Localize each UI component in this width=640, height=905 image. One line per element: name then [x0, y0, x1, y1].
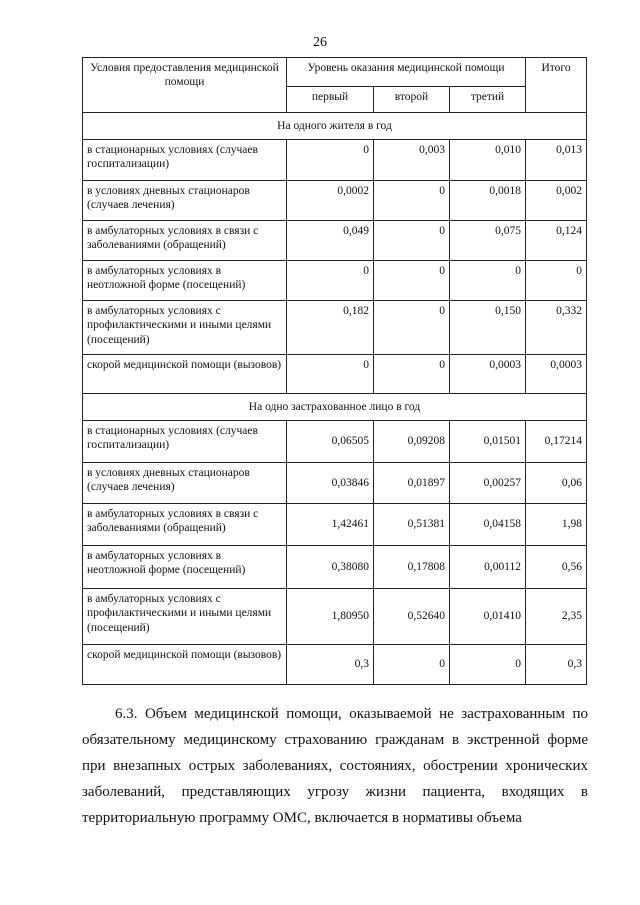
value-first: 0,38080 — [287, 546, 374, 589]
value-third: 0,00257 — [450, 463, 526, 504]
value-total: 0,06 — [526, 463, 587, 504]
row-label: в стационарных условиях (случаев госпитализации) — [83, 140, 287, 181]
table-row — [83, 301, 587, 355]
paragraph-6-3: 6.3. Объем медицинской помощи, оказываемой не застрахованным по обязательному медицинскому страхованию гражданам в экстренной форме при внезапных острых заболеваниях, состояниях, обострении хронических заболеваний, представляющих угрозу жизни пациента, входящих в территориальную программу ОМС, включается в нормативы объема — [82, 706, 588, 826]
value-total: 0,332 — [526, 301, 587, 355]
value-second: 0 — [374, 301, 450, 355]
table-row — [83, 140, 587, 181]
value-second: 0,17808 — [374, 546, 450, 589]
value-second: 0 — [374, 645, 450, 685]
row-label: в амбулаторных условиях с профилактическими и иными целями (посещений) — [83, 301, 287, 355]
value-total: 0,013 — [526, 140, 587, 181]
header-level-second: второй — [374, 87, 450, 113]
page-number: 26 — [313, 35, 327, 50]
value-total: 0,3 — [526, 645, 587, 685]
value-first: 0,06505 — [287, 421, 374, 463]
row-label: скорой медицинской помощи (вызовов) — [83, 645, 287, 685]
section-row — [83, 113, 587, 140]
value-total: 0 — [526, 261, 587, 301]
section-title: На одно застрахованное лицо в год — [83, 394, 587, 421]
value-third: 0 — [450, 645, 526, 685]
header-conditions: Условия предоставления медицинской помощи — [83, 58, 287, 113]
value-third: 0 — [450, 261, 526, 301]
table-row — [83, 181, 587, 221]
value-first: 0,049 — [287, 221, 374, 261]
value-total: 0,002 — [526, 181, 587, 221]
medical-care-volume-table — [82, 57, 587, 685]
value-second: 0,52640 — [374, 589, 450, 645]
row-label: в условиях дневных стационаров (случаев лечения) — [83, 181, 287, 221]
value-first: 0 — [287, 140, 374, 181]
value-third: 0,01410 — [450, 589, 526, 645]
value-third: 0,01501 — [450, 421, 526, 463]
value-total: 0,17214 — [526, 421, 587, 463]
table-row — [83, 421, 587, 463]
value-second: 0,01897 — [374, 463, 450, 504]
table-row — [83, 504, 587, 546]
value-third: 0,150 — [450, 301, 526, 355]
value-total: 0,124 — [526, 221, 587, 261]
row-label: в амбулаторных условиях в неотложной форме (посещений) — [83, 261, 287, 301]
table-row — [83, 463, 587, 504]
value-first: 1,42461 — [287, 504, 374, 546]
row-label: в амбулаторных условиях в связи с заболеваниями (обращений) — [83, 504, 287, 546]
table-row — [83, 546, 587, 589]
table-row — [83, 355, 587, 394]
value-third: 0,0018 — [450, 181, 526, 221]
value-second: 0,003 — [374, 140, 450, 181]
value-second: 0,09208 — [374, 421, 450, 463]
value-total: 0,0003 — [526, 355, 587, 394]
header-total: Итого — [526, 58, 587, 113]
value-total: 2,35 — [526, 589, 587, 645]
header-level: Уровень оказания медицинской помощи — [287, 58, 526, 87]
row-label: в условиях дневных стационаров (случаев лечения) — [83, 463, 287, 504]
value-first: 1,80950 — [287, 589, 374, 645]
value-first: 0 — [287, 261, 374, 301]
value-second: 0 — [374, 181, 450, 221]
value-third: 0,010 — [450, 140, 526, 181]
table-row — [83, 645, 587, 685]
value-second: 0 — [374, 261, 450, 301]
value-third: 0,075 — [450, 221, 526, 261]
table-row — [83, 221, 587, 261]
value-third: 0,00112 — [450, 546, 526, 589]
value-first: 0,0002 — [287, 181, 374, 221]
value-second: 0 — [374, 221, 450, 261]
table-body — [83, 113, 587, 685]
value-first: 0,182 — [287, 301, 374, 355]
header-level-third: третий — [450, 87, 526, 113]
value-second: 0 — [374, 355, 450, 394]
table-row — [83, 261, 587, 301]
value-third: 0,04158 — [450, 504, 526, 546]
table-row — [83, 589, 587, 645]
section-title: На одного жителя в год — [83, 113, 587, 140]
row-label: в амбулаторных условиях в неотложной форме (посещений) — [83, 546, 287, 589]
header-level-first: первый — [287, 87, 374, 113]
section-row — [83, 394, 587, 421]
value-total: 1,98 — [526, 504, 587, 546]
row-label: в стационарных условиях (случаев госпитализации) — [83, 421, 287, 463]
value-second: 0,51381 — [374, 504, 450, 546]
value-third: 0,0003 — [450, 355, 526, 394]
value-first: 0,03846 — [287, 463, 374, 504]
value-total: 0,56 — [526, 546, 587, 589]
value-first: 0 — [287, 355, 374, 394]
row-label: скорой медицинской помощи (вызовов) — [83, 355, 287, 394]
value-first: 0,3 — [287, 645, 374, 685]
row-label: в амбулаторных условиях с профилактическими и иными целями (посещений) — [83, 589, 287, 645]
row-label: в амбулаторных условиях в связи с заболеваниями (обращений) — [83, 221, 287, 261]
